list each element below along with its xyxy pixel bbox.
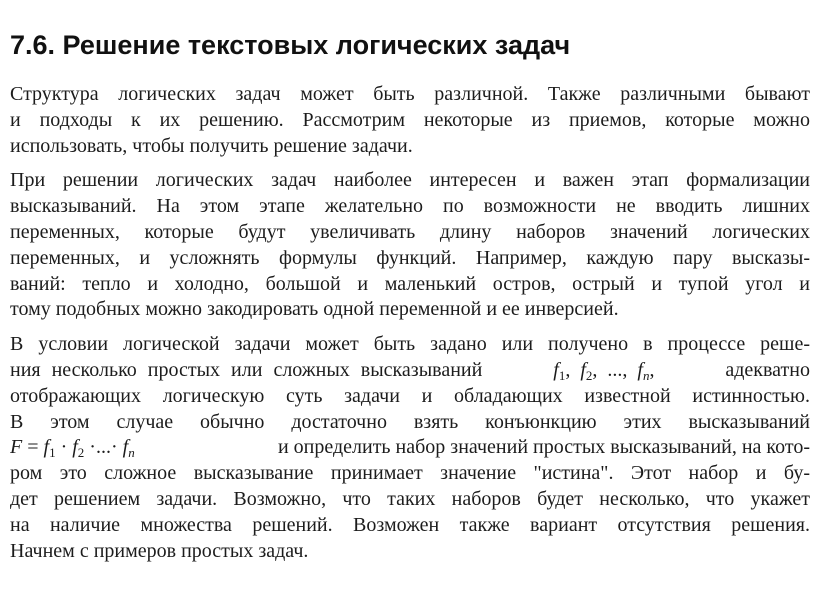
formula-sep-2: , <box>592 358 598 381</box>
formula-F-symbol: F <box>10 436 23 459</box>
paragraph-2-line-2: высказываний. На этом этапе желательно по возможности не вводить лишних <box>10 195 810 218</box>
line-2-text-before: ния несколько простых или сложных высказываний <box>10 358 483 381</box>
formula-fn-subscript: n <box>642 367 650 383</box>
formula-conjunction <box>10 435 135 461</box>
formula-sep-1: , <box>565 358 571 381</box>
paragraph-3 <box>10 332 810 564</box>
paragraph-3-line-2 <box>10 358 810 384</box>
paragraph-3-line-6: ром это сложное высказывание принимает значение "истина". Этот набор и бу- <box>10 462 810 485</box>
paragraph-2 <box>10 168 810 323</box>
formula-conj-ellipsis: ... <box>95 436 111 459</box>
formula-f1-subscript: 1 <box>558 367 566 383</box>
paragraph-1-line-3: использовать, чтобы получить решение задачи. <box>10 134 413 157</box>
formula-fn-symbol: f <box>637 358 643 381</box>
formula-f2-subscript: 2 <box>585 367 593 383</box>
formula-conj-fn-symbol: f <box>122 436 129 459</box>
paragraph-3-line-9: Начнем с примеров простых задач. <box>10 539 309 562</box>
paragraph-3-line-5 <box>10 435 810 461</box>
paragraph-1-line-1: Структура логических задач может быть различной. Также различными бывают <box>10 83 810 105</box>
formula-conj-f1-symbol: f <box>43 436 50 459</box>
formula-conj-f1-subscript: 1 <box>49 445 56 461</box>
paragraph-2-line-4: переменных, и усложнять формулы функций. Например, каждую пару высказы- <box>10 246 810 269</box>
paragraph-2-line-6: тому подобных можно закодировать одной переменной и ее инверсией. <box>10 298 619 321</box>
paragraph-1 <box>10 82 810 159</box>
paragraph-3-line-7: дет решением задачи. Возможно, что таких наборов будет несколько, что укажет <box>10 487 810 510</box>
formula-equals: = <box>27 436 39 459</box>
formula-f1-symbol: f <box>553 358 559 381</box>
line-2-text-after: адекватно <box>725 358 810 381</box>
formula-f2-symbol: f <box>580 358 586 381</box>
formula-statement-list <box>553 358 654 384</box>
section-title: 7.6. Решение текстовых логических задач <box>10 30 571 60</box>
paragraph-3-line-8: на наличие множества решений. Возможен также вариант отсутствия решения. <box>10 513 810 536</box>
paragraph-2-line-5: ваний: тепло и холодно, большой и маленький остров, острый и тупой угол и <box>10 272 810 295</box>
formula-sep-3: , <box>649 358 655 381</box>
paragraph-3-line-1: В условии логической задачи может быть задано или получено в процессе реше- <box>10 333 810 356</box>
formula-dot-3: · <box>110 436 118 459</box>
line-5-text-after: и определить набор значений простых высказываний, на кото- <box>277 436 810 459</box>
paragraph-3-line-3: отображающих логическую суть задачи и обладающих известной истинностью. <box>10 384 810 407</box>
formula-conj-fn-subscript: n <box>128 445 135 461</box>
formula-dot-1: · <box>60 436 68 459</box>
formula-ellipsis: ..., <box>607 358 628 381</box>
document-page <box>10 0 810 564</box>
formula-dot-2: · <box>89 436 96 459</box>
paragraph-3-line-4: В этом случае обычно достаточно взять конъюнкцию этих высказываний <box>10 410 810 433</box>
paragraph-2-line-3: переменных, которые будут увеличивать длину наборов значений логических <box>10 220 810 243</box>
paragraph-1-line-2: и подходы к их решению. Рассмотрим некоторые из приемов, которые можно <box>10 108 810 131</box>
paragraph-2-line-1: При решении логических задач наиболее интересен и важен этап формализации <box>10 169 810 192</box>
formula-conj-f2-symbol: f <box>72 436 78 459</box>
formula-conj-f2-subscript: 2 <box>77 445 85 461</box>
